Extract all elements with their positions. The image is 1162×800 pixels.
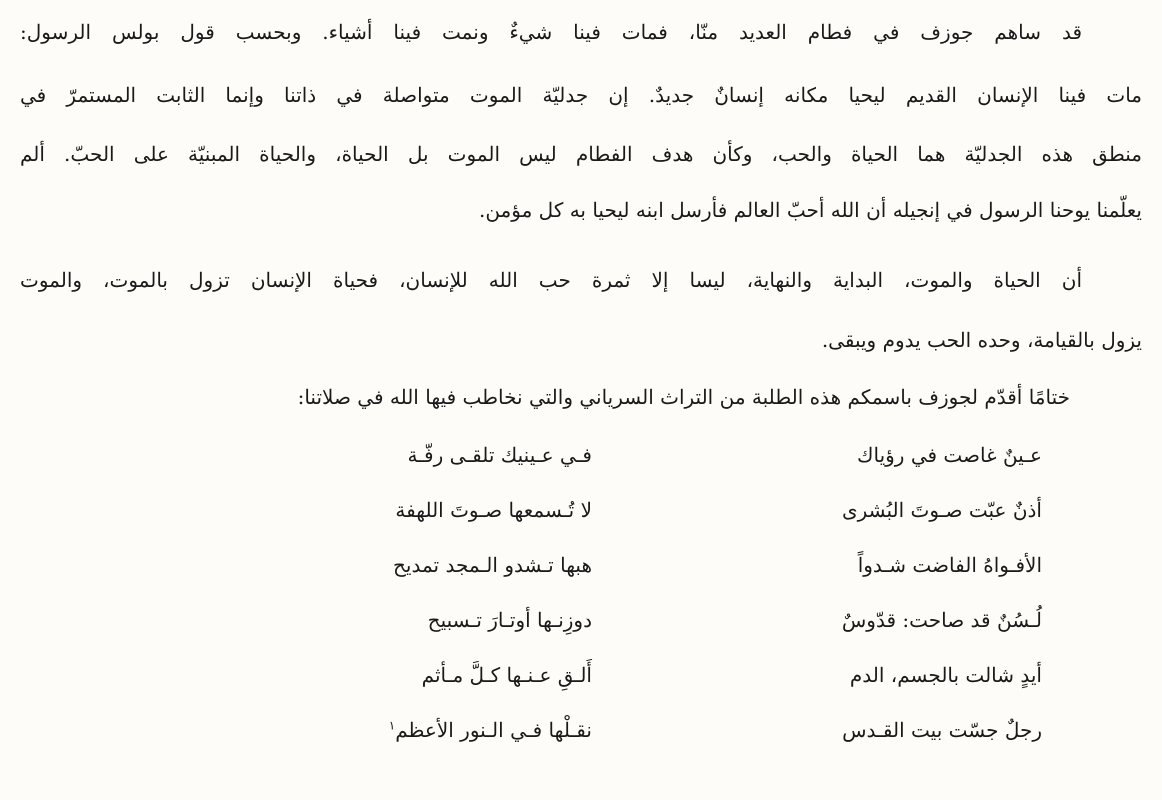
paragraph1-line-3: منطق هذه الجدليّة هما الحياة والحب، وكأن هدف الفطام ليس الموت بل الحياة، والحياة المبنيّة على الحبّ. ألم xyxy=(20,142,1142,166)
verse-6-left-wrapper xyxy=(282,718,592,742)
verse-2-left: لا تُـسمعها صـوتَ اللهفة xyxy=(395,498,592,522)
verse-6-right: رجلٌ جسّت بيت القـدس xyxy=(842,718,1042,742)
verse-4-left: دوزِنـها أوتـارَ تـسبيح xyxy=(427,608,592,632)
verse-2-right: أذنٌ عبّت صـوتَ البُشرى xyxy=(841,498,1042,522)
verse-4-right: لُـسُنٌ قد صاحت: قدّوسٌ xyxy=(841,608,1042,632)
paragraph1-line-1: قد ساهم جوزف في فطام العديد منّا، فمات فينا شيءٌ ونمت فينا أشياء. وبحسب قول بولس الرسول: xyxy=(20,20,1082,44)
paragraph2-line-2: يزول بالقيامة، وحده الحب يدوم ويبقى. xyxy=(821,328,1142,352)
verse-1-left: فـي عـينيك تلقـى رفّـة xyxy=(407,443,592,467)
verse-1-right: عـينٌ غاصت في رؤياك xyxy=(857,443,1042,467)
footnote-mark: ١ xyxy=(388,718,396,733)
paragraph1-line-2: مات فينا الإنسان القديم ليحيا مكانه إنسانٌ جديدٌ. إن جدليّة الموت متواصلة في ذاتنا وإنما الثابت المستمرّ في xyxy=(20,83,1142,107)
verse-5-left: أَلـقِ عـنـها كـلَّ مـأثم xyxy=(421,663,592,687)
verse-5-right: أيدٍ شالت بالجسم، الدم xyxy=(849,663,1042,687)
verse-3-right: الأفـواهُ الفاضت شـدواً xyxy=(857,553,1042,577)
verse-intro: ختامًا أقدّم لجوزف باسمكم هذه الطلبة من التراث السرياني والتي نخاطب فيها الله في صلاتنا: xyxy=(297,385,1070,409)
verse-3-left: هبها تـشدو الـمجد تمديح xyxy=(393,553,592,577)
paragraph1-line-4: يعلّمنا يوحنا الرسول في إنجيله أن الله أحبّ العالم فأرسل ابنه ليحيا به كل مؤمن. xyxy=(478,198,1142,222)
paragraph2-line-1: أن الحياة والموت، البداية والنهاية، ليسا إلا ثمرة حب الله للإنسان، فحياة الإنسان تزول بالموت، والموت xyxy=(20,268,1082,292)
verse-6-left: نقـلْها فـي الـنور الأعظم xyxy=(395,718,592,742)
